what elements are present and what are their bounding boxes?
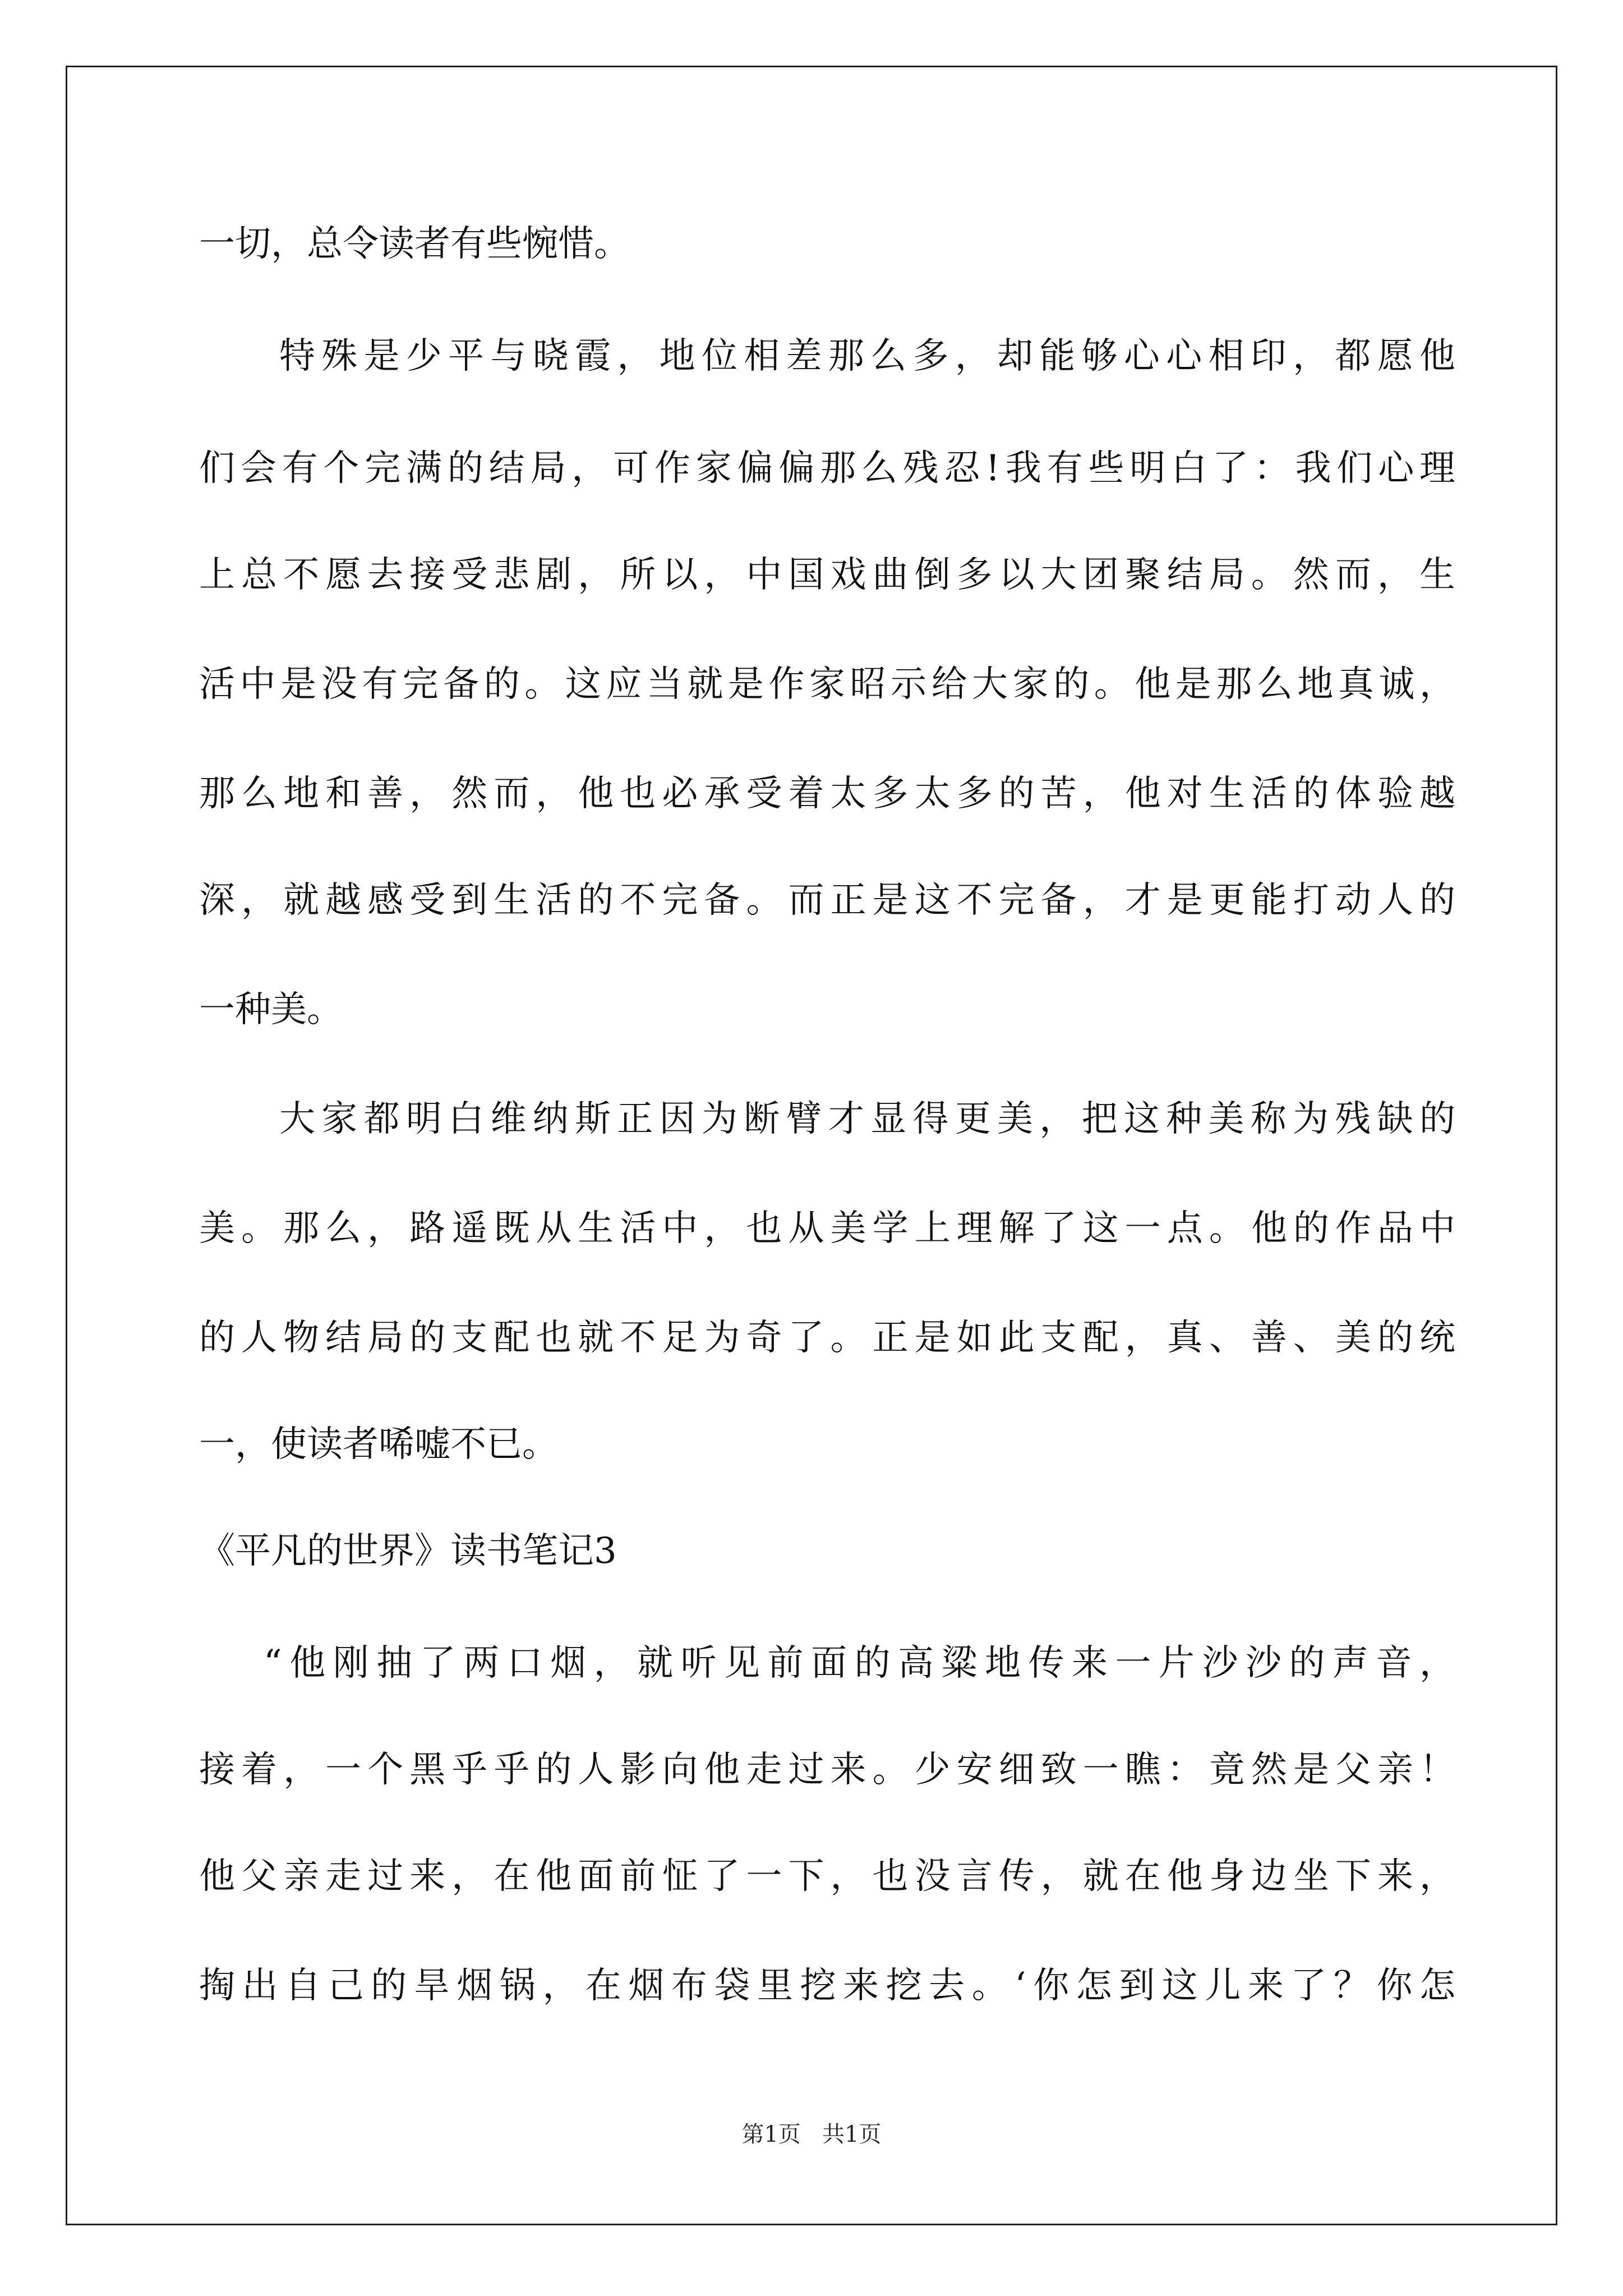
section-heading: 《平凡的世界》读书笔记3: [199, 1530, 617, 1572]
text-line: 接着，一个黑乎乎的人影向他走过来。少安细致一瞧：竟然是父亲！: [199, 1749, 1455, 1791]
page-border: [66, 66, 1557, 2225]
text-line: 掏出自己的旱烟锅，在烟布袋里挖来挖去。‘你怎到这儿来了？你怎: [199, 1965, 1455, 2007]
page-footer: [0, 2120, 1623, 2148]
text-line: 大家都明白维纳斯正因为断臂才显得更美，把这种美称为残缺的: [279, 1098, 1455, 1140]
text-line: 一切，总令读者有些惋惜。: [199, 223, 630, 265]
text-line: 们会有个完满的结局，可作家偏偏那么残忍!我有些明白了：我们心理: [199, 448, 1455, 489]
text-line: 美。那么，路遥既从生活中，也从美学上理解了这一点。他的作品中: [199, 1208, 1455, 1249]
text-line: 活中是没有完备的。这应当就是作家昭示给大家的。他是那么地真诚，: [199, 664, 1455, 705]
text-line: 那么地和善，然而，他也必承受着太多太多的苦，他对生活的体验越: [199, 773, 1455, 815]
text-line: 他父亲走过来，在他面前怔了一下，也没言传，就在他身边坐下来，: [199, 1856, 1455, 1897]
text-line: “他刚抽了两口烟，就听见前面的高粱地传来一片沙沙的声音，: [264, 1642, 1455, 1684]
page-number-label: 第1页 共1页: [741, 2122, 882, 2147]
text-line: 深，就越感受到生活的不完备。而正是这不完备，才是更能打动人的: [199, 880, 1455, 921]
text-line: 的人物结局的支配也就不足为奇了。正是如此支配，真、善、美的统: [199, 1317, 1455, 1359]
text-line: 一，使读者唏嘘不已。: [199, 1424, 558, 1465]
text-line: 特殊是少平与晓霞，地位相差那么多，却能够心心相印，都愿他: [279, 335, 1455, 377]
text-line: 上总不愿去接受悲剧，所以，中国戏曲倒多以大团聚结局。然而，生: [199, 554, 1455, 596]
text-line: 一种美。: [199, 989, 343, 1030]
